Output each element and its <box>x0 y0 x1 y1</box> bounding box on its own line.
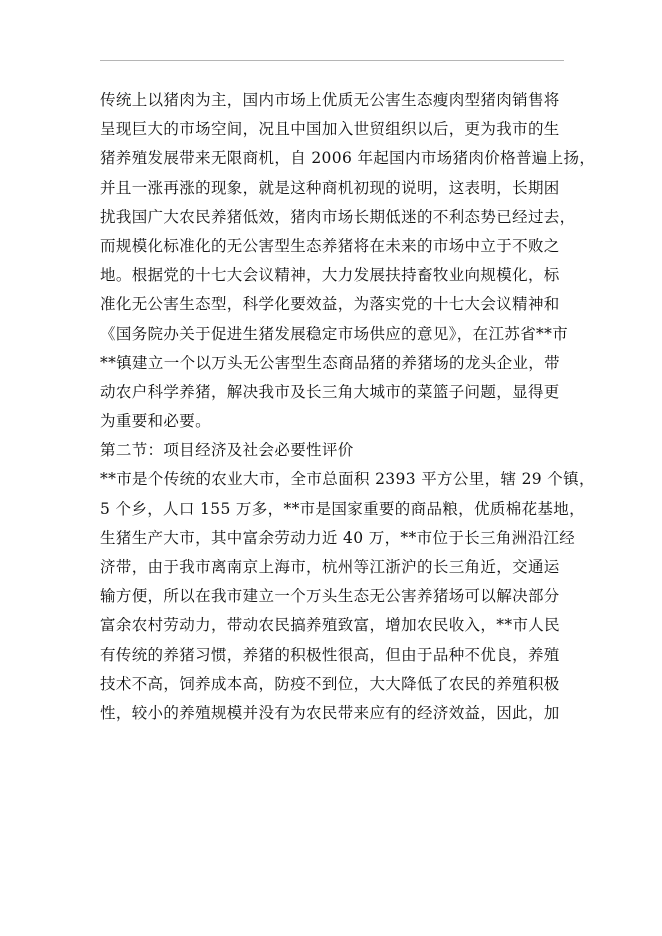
text-line: 动农户科学养猪，解决我市及长三角大城市的菜篮子问题，显得更 <box>100 382 560 401</box>
text-line: 为重要和必要。 <box>100 412 211 431</box>
text-line: 5 个乡，人口 155 万多，**市是国家重要的商品粮，优质棉花基地， <box>100 499 585 518</box>
text-line: 传统上以猪肉为主，国内市场上优质无公害生态瘦肉型猪肉销售将 <box>100 91 560 109</box>
text-line: 扰我国广大农民养猪低效，猪肉市场长期低迷的不利态势已经过去， <box>100 207 576 226</box>
text-line: 生猪生产大市，其中富余劳动力近 40 万，**市位于长三角洲沿江经 <box>100 528 576 547</box>
text-line: **镇建立一个以万头无公害型生态商品猪的养猪场的龙头企业，带 <box>100 353 561 372</box>
text-line: 猪养殖发展带来无限商机，自 2006 年起国内市场猪肉价格普遍上扬， <box>100 149 596 168</box>
paragraph-1 <box>100 86 596 436</box>
paragraph-2 <box>100 465 595 728</box>
text-line: **市是个传统的农业大市，全市总面积 2393 平方公里，辖 29 个镇， <box>100 470 595 489</box>
text-line: 《国务院办关于促进生猪发展稳定市场供应的意见》，在江苏省**市 <box>100 324 569 343</box>
text-line: 有传统的养猪习惯，养猪的积极性很高，但由于品种不优良，养殖 <box>100 645 560 664</box>
text-line: 济带，由于我市离南京上海市，杭州等江浙沪的长三角近，交通运 <box>100 558 560 576</box>
text-line: 呈现巨大的市场空间，况且中国加入世贸组织以后，更为我市的生 <box>100 120 560 139</box>
text-line: 富余农村劳动力，带动农民搞养殖致富，增加农民收入，**市人民 <box>100 616 561 635</box>
text-line: 输方便，所以在我市建立一个万头生态无公害养猪场可以解决部分 <box>100 587 560 606</box>
text-line: 地。根据党的十七大会议精神，大力发展扶持畜牧业向规模化，标 <box>100 266 560 285</box>
text-line: 技术不高，饲养成本高，防疫不到位，大大降低了农民的养殖积极 <box>100 674 560 693</box>
text-line: 性，较小的养殖规模并没有为农民带来应有的经济效益，因此，加 <box>100 703 560 722</box>
text-line: 并且一涨再涨的现象，就是这种商机初现的说明，这表明，长期困 <box>100 178 560 197</box>
section-heading: 第二节：项目经济及社会必要性评价 <box>100 441 354 460</box>
header-rule <box>100 60 564 61</box>
text-line: 而规模化标准化的无公害型生态养猪将在未来的市场中立于不败之 <box>100 236 560 255</box>
body-text <box>100 86 596 728</box>
text-line: 准化无公害生态型，科学化要效益，为落实党的十七大会议精神和 <box>100 295 560 314</box>
